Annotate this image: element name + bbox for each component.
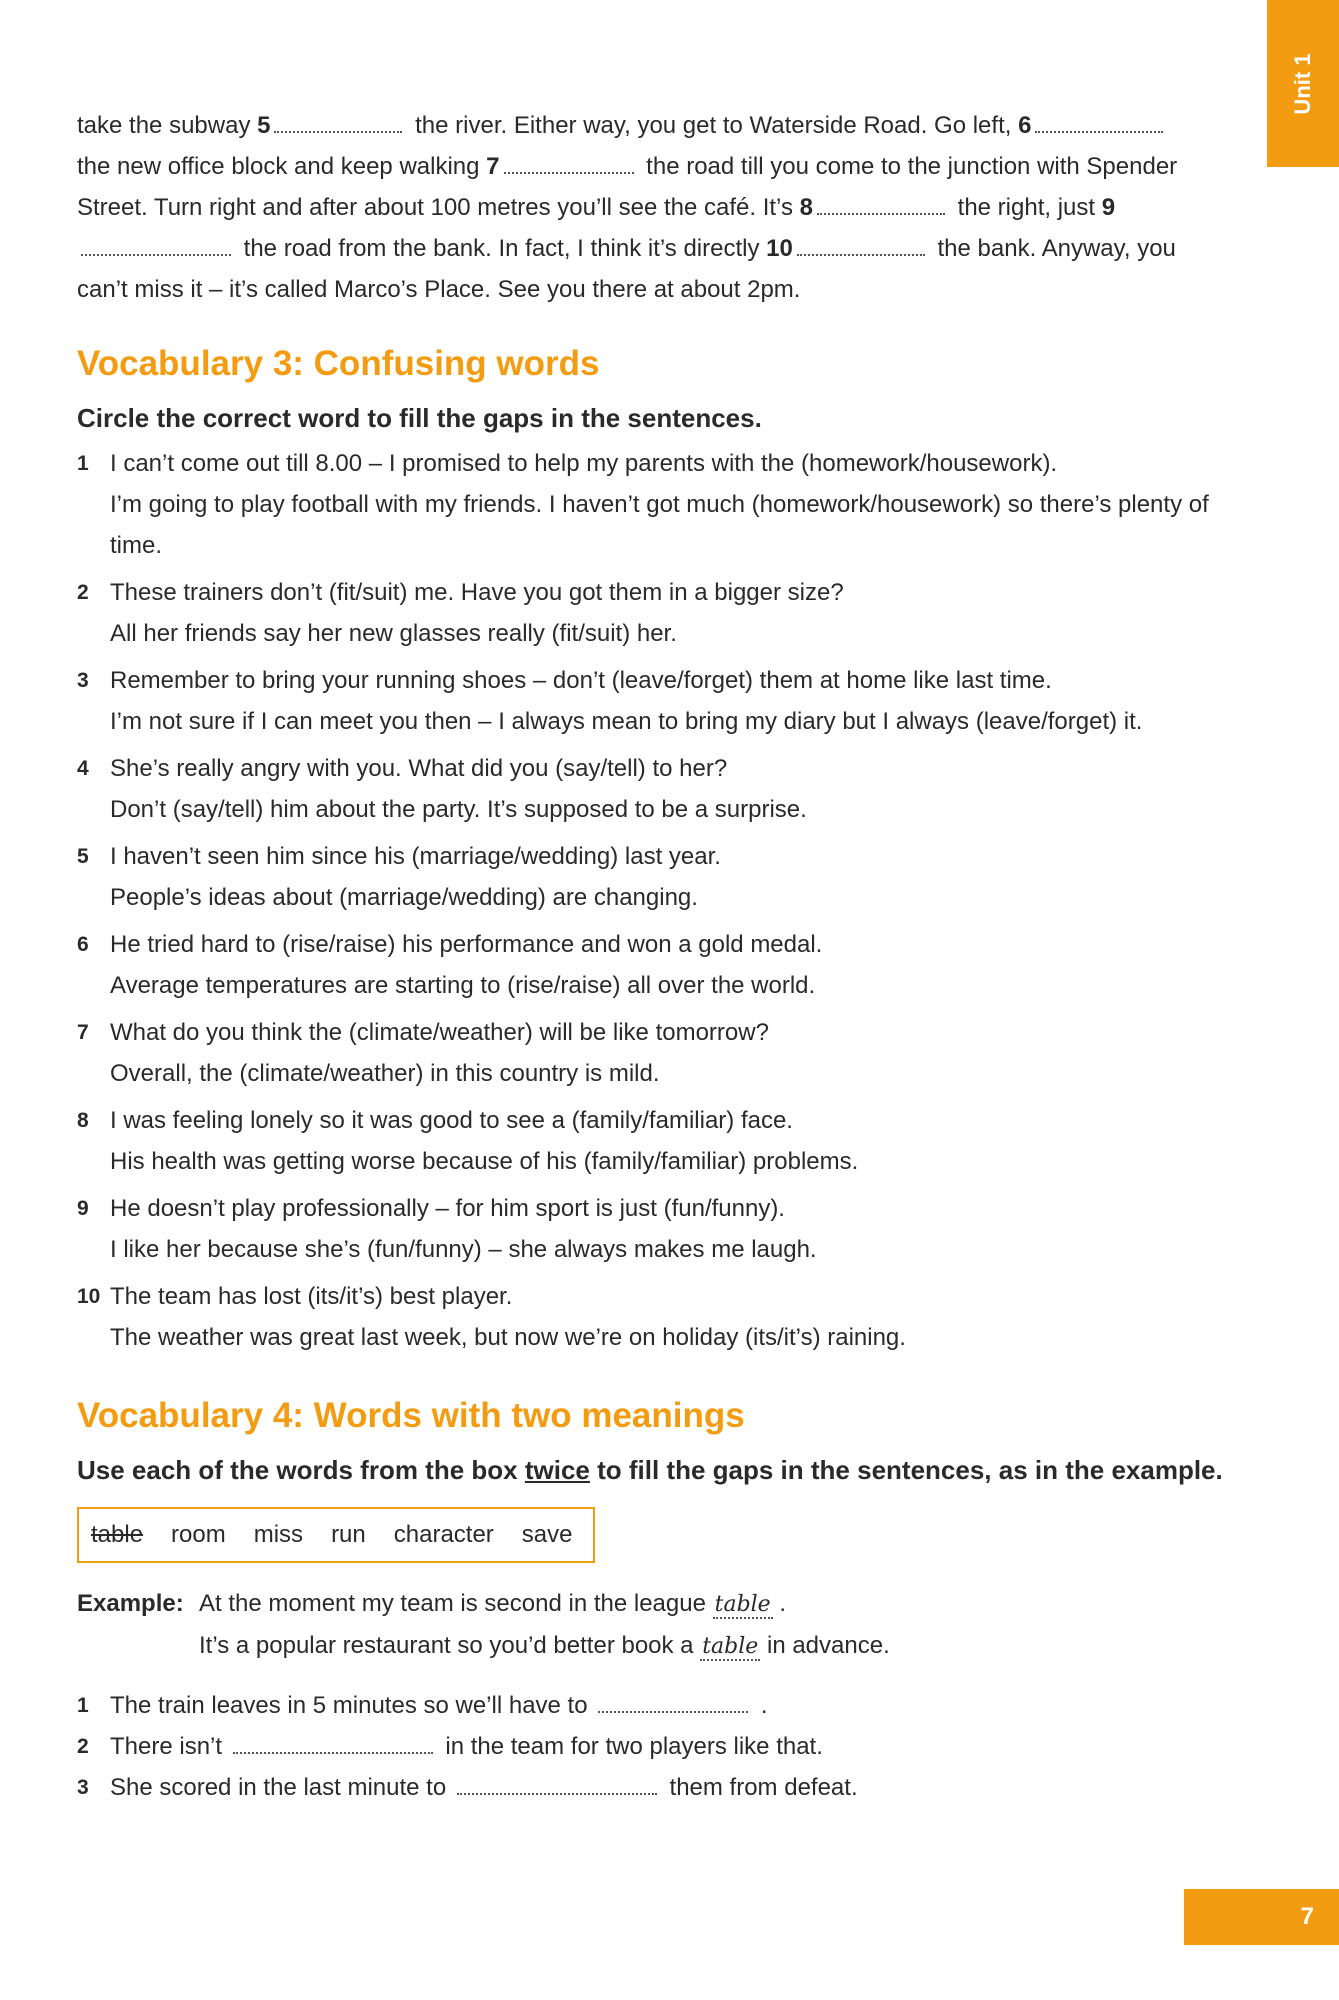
sentence[interactable]: I haven’t seen him since his (marriage/wedding) last year. — [110, 843, 721, 870]
item-number: 5 — [77, 845, 89, 868]
sentence[interactable]: I like her because she’s (fun/funny) – she always makes me laugh. — [110, 1236, 817, 1263]
sentence[interactable]: He doesn’t play professionally – for him sport is just (fun/funny). — [110, 1195, 785, 1222]
text: take the subway — [77, 112, 258, 139]
vocab4-instruction — [77, 1450, 1227, 1491]
vocab4-heading: Vocabulary 4: Words with two meanings — [77, 1396, 745, 1435]
example-text: It’s a popular restaurant so you’d better book a — [199, 1632, 701, 1659]
sentence: She scored in the last minute to — [110, 1774, 453, 1801]
sentence[interactable]: Remember to bring your running shoes – don’t (leave/forget) them at home like last time. — [110, 667, 1052, 694]
vocab3-heading: Vocabulary 3: Confusing words — [77, 344, 600, 383]
page-number-tab — [1184, 1889, 1339, 1945]
list-item — [77, 748, 1227, 830]
unit-tab-label: Unit 1 — [1290, 53, 1315, 115]
example-label: Example: — [77, 1590, 184, 1617]
item-number: 10 — [77, 1285, 101, 1308]
list-item — [77, 1767, 1227, 1808]
gap-number: 9 — [1101, 194, 1116, 221]
example-block — [77, 1583, 1227, 1667]
instruction-emphasis: twice — [524, 1455, 590, 1485]
gap-number: 10 — [766, 235, 793, 262]
sentence[interactable]: I’m not sure if I can meet you then – I always mean to bring my diary but I always (leave/forget) it. — [110, 708, 1143, 735]
list-item — [77, 660, 1227, 742]
sentence[interactable]: These trainers don’t (fit/suit) me. Have you got them in a bigger size? — [110, 579, 844, 606]
word: character — [393, 1521, 494, 1548]
answer-gap[interactable] — [233, 1751, 433, 1754]
word-box — [77, 1507, 595, 1563]
word: save — [521, 1521, 573, 1548]
item-number: 6 — [77, 933, 89, 956]
sentence[interactable]: His health was getting worse because of his (family/familiar) problems. — [110, 1148, 859, 1175]
gap-number: 5 — [257, 112, 271, 139]
word: miss — [253, 1521, 304, 1548]
text: the bank. Anyway, you can’t miss it – it’s called Marco’s Place. See you there at about 2pm. — [77, 235, 1176, 303]
unit-tab — [1267, 0, 1339, 167]
text: the road till you come to the junction with Spender Street. Turn right and after about 100 metres you’ll see the café. It’s — [77, 153, 1178, 221]
sentence: them from defeat. — [662, 1774, 858, 1801]
example-text: . — [772, 1590, 787, 1617]
answer-gap[interactable] — [274, 130, 402, 133]
sentence: There isn’t — [110, 1733, 229, 1760]
answer-gap[interactable] — [457, 1792, 657, 1795]
page-number: 7 — [1300, 1903, 1314, 1930]
list-item — [77, 1188, 1227, 1270]
word-used: table — [91, 1521, 144, 1548]
sentence[interactable]: Don’t (say/tell) him about the party. It’s supposed to be a surprise. — [110, 796, 807, 823]
item-number: 2 — [77, 1735, 89, 1758]
item-number: 3 — [77, 1776, 89, 1799]
example-answer: table — [702, 1634, 759, 1659]
answer-gap[interactable] — [1035, 130, 1163, 133]
sentence[interactable]: Overall, the (climate/weather) in this country is mild. — [110, 1060, 660, 1087]
example-text: At the moment my team is second in the league — [199, 1590, 713, 1617]
list-item — [77, 1012, 1227, 1094]
text: the new office block and keep walking — [77, 153, 487, 180]
answer-gap[interactable] — [817, 212, 945, 215]
list-item — [77, 1100, 1227, 1182]
instruction-text: to fill the gaps in the sentences, as in the example. — [589, 1455, 1223, 1485]
text: the road from the bank. In fact, I think it’s directly — [237, 235, 767, 262]
sentence[interactable]: I was feeling lonely so it was good to see a (family/familiar) face. — [110, 1107, 793, 1134]
sentence: in the team for two players like that. — [438, 1733, 823, 1760]
sentence[interactable]: I’m going to play football with my friends. I haven’t got much (homework/housework) so there’s plenty of time. — [110, 491, 1209, 559]
item-number: 7 — [77, 1021, 89, 1044]
gap-number: 7 — [486, 153, 500, 180]
item-number: 3 — [77, 669, 89, 692]
sentence[interactable]: The weather was great last week, but now we’re on holiday (its/it’s) raining. — [110, 1324, 906, 1351]
list-item — [77, 924, 1227, 1006]
list-item — [77, 443, 1227, 566]
gap-number: 6 — [1018, 112, 1032, 139]
item-number: 9 — [77, 1197, 89, 1220]
item-number: 1 — [77, 452, 89, 475]
item-number: 8 — [77, 1109, 89, 1132]
list-item — [77, 572, 1227, 654]
text: the river. Either way, you get to Waterside Road. Go left, — [408, 112, 1019, 139]
sentence[interactable]: He tried hard to (rise/raise) his performance and won a gold medal. — [110, 931, 823, 958]
vocab4-gap-list — [77, 1685, 1227, 1808]
answer-gap[interactable] — [797, 253, 925, 256]
gap-number: 8 — [799, 194, 813, 221]
sentence: . — [754, 1692, 768, 1719]
sentence[interactable]: I can’t come out till 8.00 – I promised to help my parents with the (homework/housework). — [110, 450, 1058, 477]
answer-gap[interactable] — [598, 1710, 748, 1713]
sentence: The train leaves in 5 minutes so we’ll have to — [110, 1692, 595, 1719]
example-text: in advance. — [760, 1632, 890, 1659]
sentence[interactable]: The team has lost (its/it’s) best player. — [110, 1283, 513, 1310]
item-number: 2 — [77, 581, 89, 604]
answer-gap[interactable] — [504, 171, 634, 174]
list-item — [77, 1726, 1227, 1767]
sentence[interactable]: All her friends say her new glasses really (fit/suit) her. — [110, 620, 677, 647]
sentence[interactable]: People’s ideas about (marriage/wedding) are changing. — [110, 884, 698, 911]
vocab3-instruction: Circle the correct word to fill the gaps in the sentences. — [77, 403, 762, 433]
sentence[interactable]: She’s really angry with you. What did you (say/tell) to her? — [110, 755, 728, 782]
vocab3-list — [77, 443, 1227, 1358]
sentence[interactable]: What do you think the (climate/weather) will be like tomorrow? — [110, 1019, 769, 1046]
page-content — [77, 105, 1227, 1808]
instruction-text: Use each of the words from the box — [77, 1455, 525, 1485]
list-item — [77, 836, 1227, 918]
answer-gap[interactable] — [81, 253, 231, 256]
list-item — [77, 1685, 1227, 1726]
item-number: 1 — [77, 1694, 89, 1717]
example-answer: table — [714, 1592, 771, 1617]
directions-paragraph — [77, 105, 1227, 310]
text: the right, just — [950, 194, 1102, 221]
item-number: 4 — [77, 757, 89, 780]
word: run — [331, 1521, 366, 1548]
sentence[interactable]: Average temperatures are starting to (rise/raise) all over the world. — [110, 972, 816, 999]
list-item — [77, 1276, 1227, 1358]
word: room — [171, 1521, 226, 1548]
